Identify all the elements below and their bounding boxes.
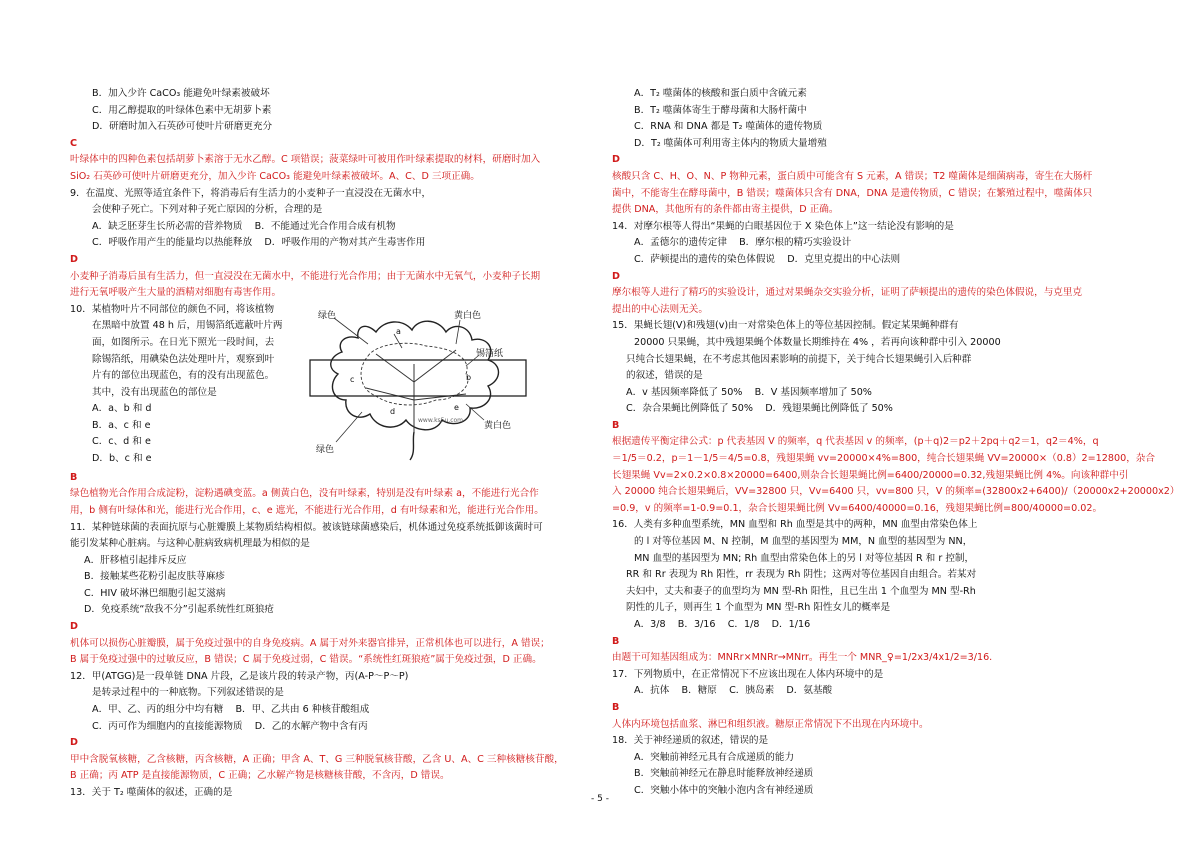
q13-option-d: D．T₂ 噬菌体可利用寄主体内的物质大量增殖 <box>634 137 827 149</box>
q11-option-b: B．接触某些花粉引起皮肤荨麻疹 <box>84 571 225 583</box>
q17-explain: 人体内环境包括血浆、淋巴和组织液。糖原正常情况下不出现在内环境中。 <box>612 718 929 730</box>
leaf-foil-figure <box>306 304 544 462</box>
q15-stem-3: 只纯合长翅果蝇，在不考虑其他因素影响的前提下，关于纯合长翅果蝇引入后种群 <box>626 353 972 365</box>
q17-options: A．抗体 B．糖原 C．胰岛素 D．氨基酸 <box>634 685 833 697</box>
q13-option-c: C．RNA 和 DNA 都是 T₂ 噬菌体的遗传物质 <box>634 121 823 133</box>
q14-explain-1: 摩尔根等人进行了精巧的实验设计，通过对果蝇杂交实验分析，证明了萨顿提出的遗传的染色体假说，与克里克 <box>612 287 1083 299</box>
q10-option-a: A．a、b 和 d <box>92 403 152 415</box>
q9-stem-2: 会使种子死亡。下列对种子死亡原因的分析，合理的是 <box>92 204 323 216</box>
q14-answer: D <box>612 270 620 282</box>
q10-stem-2: 在黑暗中放置 48 h 后，用锡箔纸遮蔽叶片两 <box>92 320 283 332</box>
label-foil: 锡箔纸 <box>476 348 504 359</box>
q17-answer: B <box>612 701 620 713</box>
q9-options-ab: A．缺乏胚芽生长所必需的营养物质 B．不能通过光合作用合成有机物 <box>92 220 396 232</box>
q10-stem-3: 面，如图所示。在日光下照光一段时间，去 <box>92 336 275 348</box>
q13-option-a: A．T₂ 噬菌体的核酸和蛋白质中含硫元素 <box>634 88 807 99</box>
q9-answer: D <box>70 253 78 265</box>
q10-option-c: C．c、d 和 e <box>92 436 151 448</box>
q10-stem-6: 其中，没有出现蓝色的部位是 <box>92 386 217 398</box>
label-d: d <box>390 406 396 416</box>
q12-stem-1: 12．甲(ATGG)是一段单链 DNA 片段，乙是该片段的转录产物，丙(A-P～P～P) <box>70 670 409 682</box>
q10-explain-1: 绿色植物光合作用合成淀粉，淀粉遇碘变蓝。a 侧黄白色，没有叶绿素，特别是没有叶绿素 a，不能进行光合作 <box>70 488 539 500</box>
q14-options-cd: C．萨顿提出的遗传的染色体假说 D．克里克提出的中心法则 <box>634 253 901 265</box>
q18-option-a: A．突触前神经元具有合成递质的能力 <box>634 751 795 763</box>
leaf-diagram <box>306 304 544 462</box>
q11-option-a: A．肝移植引起排斥反应 <box>84 554 187 566</box>
right-column <box>612 86 1180 800</box>
q14-options-ab: A．孟德尔的遗传定律 B．摩尔根的精巧实验设计 <box>634 237 852 249</box>
label-green-top: 绿色 <box>318 310 337 321</box>
q14-stem: 14．对摩尔根等人得出“果蝇的白眼基因位于 X 染色体上”这一结论没有影响的是 <box>612 220 954 232</box>
q10-answer: B <box>70 471 78 483</box>
q18-option-b: B．突触前神经元在静息时能释放神经递质 <box>634 768 814 780</box>
q15-stem-2: 20000 只果蝇，其中残翅果蝇个体数量长期维持在 4% ，若再向该种群中引入 20000 <box>634 336 1001 348</box>
q10-stem-1: 10．某植物叶片不同部位的颜色不同，将该植物 <box>70 303 275 315</box>
q18-option-c: C．突触小体中的突触小泡内含有神经递质 <box>634 784 814 796</box>
label-yellow-bottom: 黄白色 <box>484 420 512 431</box>
q8-option-d: D．研磨时加入石英砂可使叶片研磨更充分 <box>92 121 273 133</box>
q13-explain-2: 菌中，不能寄生在酵母菌中，B 错误；噬菌体只含有 DNA，DNA 是遗传物质，C 错误；在繁殖过程中，噬菌体只 <box>612 187 1093 199</box>
q8-answer: C <box>70 137 78 149</box>
q13-option-b: B．T₂ 噬菌体寄生于酵母菌和大肠杆菌中 <box>634 104 807 116</box>
q16-answer: B <box>612 635 620 647</box>
q11-stem-1: 11．某种链球菌的表面抗原与心脏瓣膜上某物质结构相似。被该链球菌感染后，机体通过免疫系统抵御该菌时可 <box>70 521 543 533</box>
q9-explain-2: 进行无氧呼吸产生大量的酒精对细胞有毒害作用。 <box>70 287 282 299</box>
q16-stem-3: MN 血型的基因型为 MN; Rh 血型由常染色体上的另 l 对等位基因 R 和 r 控制， <box>634 552 975 564</box>
q15-explain-2: ＝1/5＝0.2，p＝1－1/5＝4/5=0.8，残翅果蝇 vv=20000×4%=800，纯合长翅果蝇 VV=20000×（0.8）2=12800，杂合 <box>612 453 1155 465</box>
q9-explain-1: 小麦种子消毒后虽有生活力，但一直浸没在无菌水中，不能进行光合作用；由于无菌水中无氧气，小麦种子长期 <box>70 270 541 282</box>
q11-answer: D <box>70 621 78 633</box>
q15-stem-4: 的叙述，错误的是 <box>626 370 703 382</box>
q13-explain-1: 核酸只含 C、H、O、N、P 物种元素，蛋白质中可能含有 S 元素，A 错误；T2 噬菌体是细菌病毒，寄生在大肠杆 <box>612 170 1093 182</box>
label-e: e <box>454 402 459 412</box>
leaf-stem <box>410 432 414 460</box>
q11-option-c: C．HIV 破坏淋巴细胞引起艾滋病 <box>84 587 226 599</box>
q12-options-ab: A．甲、乙、丙的组分中均有糖 B．甲、乙共由 6 种核苷酸组成 <box>92 704 370 716</box>
page-number: - 5 - <box>591 794 609 804</box>
q15-explain-3: 长翅果蝇 Vv=2×0.2×0.8×20000=6400,则杂合长翅果蝇比例=6400/20000=0.32,残翅果蝇比例 4%。向该种群中引 <box>612 469 1129 481</box>
q16-options: A．3/8 B．3/16 C．1/8 D．1/16 <box>634 619 811 630</box>
q12-explain-2: B 正确；丙 ATP 是直接能源物质，C 正确；乙水解产物是核糖核苷酸，不含丙，D 错误。 <box>70 770 450 782</box>
q8-option-b: B．加入少许 CaCO₃ 能避免叶绿素被破坏 <box>92 88 270 99</box>
q14-explain-2: 提出的中心法则无关。 <box>612 303 708 315</box>
q13-answer: D <box>612 154 620 166</box>
q16-stem-4: RR 和 Rr 表现为 Rh 阳性，rr 表现为 Rh 阴性；这两对等位基因自由组合。若某对 <box>626 569 977 581</box>
q10-option-d: D．b、c 和 e <box>92 453 152 465</box>
q11-explain-1: 机体可以损伤心脏瓣膜，属于免疫过强中的自身免疫病。A 属于对外来器官排异，正常机体也可以进行，A 错误； <box>70 637 550 649</box>
q15-options-cd: C．杂合果蝇比例降低了 50% D．残翅果蝇比例降低了 50% <box>626 403 893 415</box>
label-a: a <box>396 326 401 336</box>
q11-option-d: D．免疫系统“敌我不分”引起系统性红斑狼疮 <box>84 604 275 616</box>
q12-options-cd: C．丙可作为细胞内的直接能源物质 D．乙的水解产物中含有丙 <box>92 720 368 732</box>
q13-stem: 13．关于 T₂ 噬菌体的叙述，正确的是 <box>70 787 233 798</box>
q13-explain-3: 提供 DNA，其他所有的条件都由寄主提供，D 正确。 <box>612 204 839 216</box>
watermark: www.ks5u.com <box>418 416 464 424</box>
q15-explain-4: 入 20000 纯合长翅果蝇后，VV=32800 只，Vv=6400 只，vv=800 只，V 的频率=(32800x2+6400)/（20000x2+20000x2） <box>612 486 1180 498</box>
label-yellow-top: 黄白色 <box>454 310 482 321</box>
q15-options-ab: A．v 基因频率降低了 50% B．V 基因频率增加了 50% <box>626 386 872 398</box>
q11-explain-2: B 属于免疫过强中的过敏反应，B 错误；C 属于免疫过弱，C 错误。“系统性红斑狼疮”属于免疫过强，D 正确。 <box>70 654 542 666</box>
q10-stem-4: 除锡箔纸，用碘染色法处理叶片，观察到叶 <box>92 353 275 365</box>
q17-stem: 17．下列物质中，在正常情况下不应该出现在人体内环境中的是 <box>612 668 884 680</box>
foil-band <box>310 360 526 396</box>
label-b: b <box>466 372 472 382</box>
q15-explain-1: 根据遗传平衡定律公式：p 代表基因 V 的频率，q 代表基因 v 的频率，(p＋q)2＝p2＋2pq＋q2＝1，q2＝4%，q <box>612 436 1099 448</box>
q8-explain-2: SiO₂ 石英砂可使叶片研磨更充分，加入少许 CaCO₃ 能避免叶绿素被破坏。A、C、D 三项正确。 <box>70 170 480 182</box>
q10-explain-2: 用，b 侧有叶绿体和光，能进行光合作用，c、e 遮光，不能进行光合作用，d 有叶绿素和光，能进行光合作用。 <box>70 504 544 516</box>
q11-stem-2: 能引发某种心脏病。与这种心脏病致病机理最为相似的是 <box>70 538 310 550</box>
label-green-bottom: 绿色 <box>316 444 335 455</box>
q10-block <box>70 302 598 470</box>
q18-stem: 18．关于神经递质的叙述，错误的是 <box>612 735 769 747</box>
q12-explain-1: 甲中含脱氧核糖，乙含核糖，丙含核糖，A 正确；甲含 A、T、G 三种脱氧核苷酸，乙含 U、A、C 三种核糖核苷酸， <box>70 753 564 765</box>
q9-stem-1: 9．在温度、光照等适宜条件下，将消毒后有生活力的小麦种子一直浸没在无菌水中， <box>70 187 432 199</box>
q12-answer: D <box>70 737 78 749</box>
label-c: c <box>350 374 355 384</box>
q8-explain-1: 叶绿体中的四种色素包括胡萝卜素溶于无水乙醇。C 项错误；菠菜绿叶可被用作叶绿素提取的材料，研磨时加入 <box>70 154 541 166</box>
q8-option-c: C．用乙醇提取的叶绿体色素中无胡萝卜素 <box>92 104 272 116</box>
left-column <box>70 86 598 802</box>
q12-stem-2: 是转录过程中的一种底物。下列叙述错误的是 <box>92 687 284 699</box>
q10-stem-5: 片有的部位出现蓝色，有的没有出现蓝色。 <box>92 370 275 382</box>
q15-answer: B <box>612 419 620 431</box>
leaf-outline <box>331 321 499 430</box>
q15-stem-1: 15．果蝇长翅(V)和残翅(v)由一对常染色体上的等位基因控制。假定某果蝇种群有 <box>612 320 959 332</box>
q9-options-cd: C．呼吸作用产生的能量均以热能释放 D．呼吸作用的产物对其产生毒害作用 <box>92 237 426 249</box>
q16-stem-1: 16．人类有多种血型系统，MN 血型和 Rh 血型是其中的两种，MN 血型由常染色体上 <box>612 519 978 531</box>
q16-stem-6: 阴性的儿子，则再生 1 个血型为 MN 型-Rh 阳性女儿的概率是 <box>626 602 891 614</box>
q10-text <box>70 302 306 468</box>
q16-stem-2: 的 l 对等位基因 M、N 控制，M 血型的基因型为 MM，N 血型的基因型为 NN， <box>634 536 973 548</box>
q16-stem-5: 夫妇中，丈夫和妻子的血型均为 MN 型-Rh 阳性，且已生出 1 个血型为 MN 型-Rh <box>626 585 976 597</box>
q10-option-b: B．a、c 和 e <box>92 419 151 431</box>
q15-explain-5: =0.9，v 的频率=1-0.9=0.1，杂合长翅果蝇比例 Vv=6400/40000=0.16，残翅果蝇比例=800/40000=0.02。 <box>612 502 1103 514</box>
q16-explain: 由题干可知基因组成为：MNRr×MNRr→MNrr。再生一个 MNR_♀=1/2x3/4x1/2=3/16. <box>612 652 993 664</box>
